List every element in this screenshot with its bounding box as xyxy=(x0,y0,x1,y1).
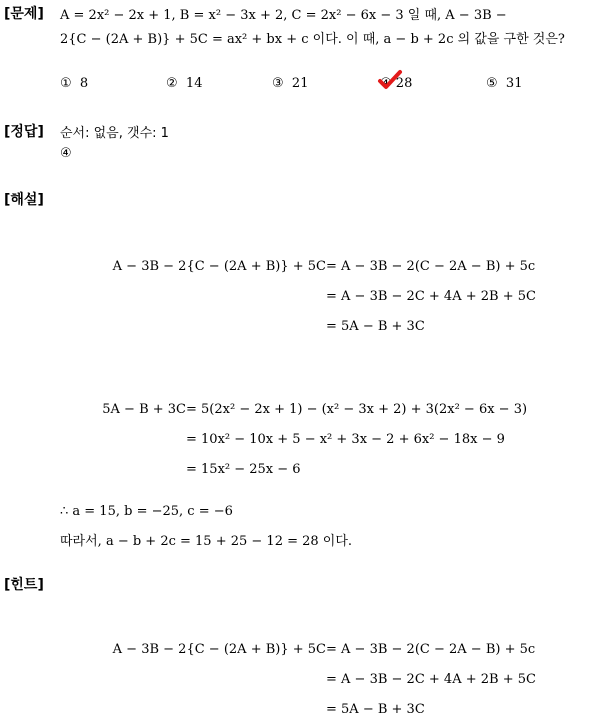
equation-lhs: 5A − B + 3C xyxy=(102,402,186,417)
equation-row: = 5A − B + 3C xyxy=(326,319,425,334)
equation-lhs: A − 3B − 2{C − (2A + B)} + 5C xyxy=(112,642,326,657)
choice-value: 8 xyxy=(79,76,89,91)
equation-row: = A − 3B − 2(C − 2A − B) + 5c xyxy=(326,259,536,274)
choice-value: 14 xyxy=(185,76,203,91)
choice-5[interactable] xyxy=(486,76,522,91)
equation-row: = 10x² − 10x + 5 − x² + 3x − 2 + 6x² − 18x − 9 xyxy=(186,432,505,447)
equation-lhs: A − 3B − 2{C − (2A + B)} + 5C xyxy=(112,259,326,274)
equation-row: = A − 3B − 2(C − 2A − B) + 5c xyxy=(326,642,536,657)
hint-header: [힌트] xyxy=(4,577,44,593)
choice-value: 28 xyxy=(395,76,413,91)
choice-mark: ④ xyxy=(380,76,392,91)
equation-row: = 5A − B + 3C xyxy=(326,702,425,717)
choice-1[interactable] xyxy=(60,76,88,91)
conclusion-line: 따라서, a − b + 2c = 15 + 25 − 12 = 28 이다. xyxy=(60,534,353,549)
checkmark-icon xyxy=(377,69,403,91)
therefore-line: ∴ a = 15, b = −25, c = −6 xyxy=(60,504,233,519)
equation-row: = A − 3B − 2C + 4A + 2B + 5C xyxy=(326,672,536,687)
equation-row: = A − 3B − 2C + 4A + 2B + 5C xyxy=(326,289,536,304)
answer-header: [정답] xyxy=(4,124,44,140)
answer-info: 순서: 없음, 갯수: 1 xyxy=(60,126,169,141)
choice-value: 31 xyxy=(505,76,523,91)
answer-value: ④ xyxy=(60,146,72,161)
problem-text-line2: 2{C − (2A + B)} + 5C = ax² + bx + c 이다. 이 때, a − b + 2c 의 값을 구한 것은? xyxy=(60,32,565,47)
solution-header: [해설] xyxy=(4,192,44,208)
choice-mark: ② xyxy=(166,76,178,91)
problem-header: [문제] xyxy=(4,6,44,22)
choice-3[interactable] xyxy=(272,76,308,91)
choice-value: 21 xyxy=(291,76,309,91)
choice-mark: ③ xyxy=(272,76,284,91)
equation-row: = 5(2x² − 2x + 1) − (x² − 3x + 2) + 3(2x² − 6x − 3) xyxy=(186,402,528,417)
problem-text-line1: A = 2x² − 2x + 1, B = x² − 3x + 2, C = 2x² − 6x − 3 일 때, A − 3B − xyxy=(60,8,507,23)
choice-2[interactable] xyxy=(166,76,202,91)
choice-mark: ⑤ xyxy=(486,76,498,91)
choice-mark: ① xyxy=(60,76,72,91)
equation-row: = 15x² − 25x − 6 xyxy=(186,462,301,477)
